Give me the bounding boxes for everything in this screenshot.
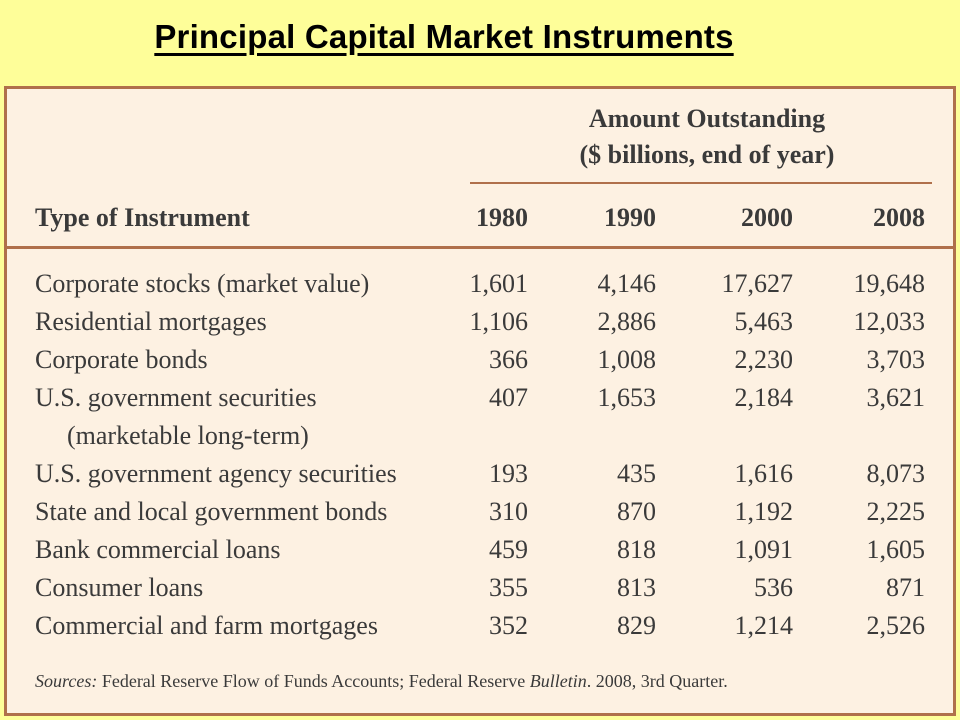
cell-2000: 2,230 <box>734 345 793 374</box>
table-row <box>7 569 953 607</box>
table-header <box>7 89 953 249</box>
cell-1990: 818 <box>617 535 656 564</box>
cell-1980: 366 <box>489 345 528 374</box>
cell-1980: 1,106 <box>469 307 528 336</box>
row-label: (marketable long-term) <box>67 421 309 450</box>
sources-bulletin-title: Bulletin <box>529 671 587 691</box>
cell-1990: 4,146 <box>597 269 656 298</box>
year-header-1990: 1990 <box>604 203 656 232</box>
row-label: Residential mortgages <box>35 307 267 336</box>
cell-2000: 5,463 <box>734 307 793 336</box>
cell-1980: 193 <box>489 459 528 488</box>
table-row <box>7 379 953 417</box>
cell-1980: 310 <box>489 497 528 526</box>
row-label: Corporate stocks (market value) <box>35 269 370 298</box>
cell-1980: 355 <box>489 573 528 602</box>
slide-title: Principal Capital Market Instruments <box>154 18 734 55</box>
sources-label: Sources: <box>35 671 98 691</box>
cell-2000: 536 <box>754 573 793 602</box>
cell-1990: 829 <box>617 611 656 640</box>
row-label: U.S. government securities <box>35 383 317 412</box>
cell-2008: 871 <box>886 573 925 602</box>
cell-2008: 1,605 <box>866 535 925 564</box>
sources-text: Federal Reserve Flow of Funds Accounts; Federal Reserve <box>97 671 530 691</box>
year-header-2000: 2000 <box>741 203 793 232</box>
cell-1990: 813 <box>617 573 656 602</box>
cell-2008: 2,526 <box>866 611 925 640</box>
cell-2008: 3,703 <box>866 345 925 374</box>
row-label: State and local government bonds <box>35 497 388 526</box>
cell-1990: 2,886 <box>597 307 656 336</box>
cell-2000: 1,616 <box>734 459 793 488</box>
group-header-rule <box>470 182 932 184</box>
cell-1990: 1,653 <box>597 383 656 412</box>
cell-1980: 407 <box>489 383 528 412</box>
cell-2000: 1,192 <box>734 497 793 526</box>
group-header-line2: ($ billions, end of year) <box>579 140 835 169</box>
cell-2008: 3,621 <box>866 383 925 412</box>
table-row <box>7 303 953 341</box>
row-label: Commercial and farm mortgages <box>35 611 378 640</box>
table-row <box>7 531 953 569</box>
cell-2008: 8,073 <box>866 459 925 488</box>
table-row <box>7 607 953 645</box>
cell-2000: 1,214 <box>734 611 793 640</box>
row-label: Bank commercial loans <box>35 535 281 564</box>
row-label: Corporate bonds <box>35 345 208 374</box>
cell-1990: 1,008 <box>597 345 656 374</box>
table-row <box>7 455 953 493</box>
year-header-1980: 1980 <box>476 203 528 232</box>
group-header-line1: Amount Outstanding <box>588 104 826 133</box>
cell-2008: 2,225 <box>866 497 925 526</box>
cell-1990: 435 <box>617 459 656 488</box>
table-row <box>7 493 953 531</box>
cell-1980: 352 <box>489 611 528 640</box>
year-header-2008: 2008 <box>873 203 925 232</box>
amount-outstanding-header <box>477 101 937 173</box>
table-row <box>7 417 953 455</box>
cell-2000: 17,627 <box>721 269 793 298</box>
cell-2000: 2,184 <box>734 383 793 412</box>
cell-2008: 19,648 <box>853 269 925 298</box>
type-of-instrument-header: Type of Instrument <box>35 203 250 232</box>
row-label: Consumer loans <box>35 573 204 602</box>
cell-1980: 459 <box>489 535 528 564</box>
table-row <box>7 265 953 303</box>
table-row <box>7 341 953 379</box>
cell-1990: 870 <box>617 497 656 526</box>
sources-text-end: . 2008, 3rd Quarter. <box>586 671 728 691</box>
capital-market-table <box>4 86 956 716</box>
row-label: U.S. government agency securities <box>35 459 397 488</box>
sources-note <box>35 671 728 692</box>
cell-2008: 12,033 <box>853 307 925 336</box>
cell-2000: 1,091 <box>734 535 793 564</box>
cell-1980: 1,601 <box>469 269 528 298</box>
